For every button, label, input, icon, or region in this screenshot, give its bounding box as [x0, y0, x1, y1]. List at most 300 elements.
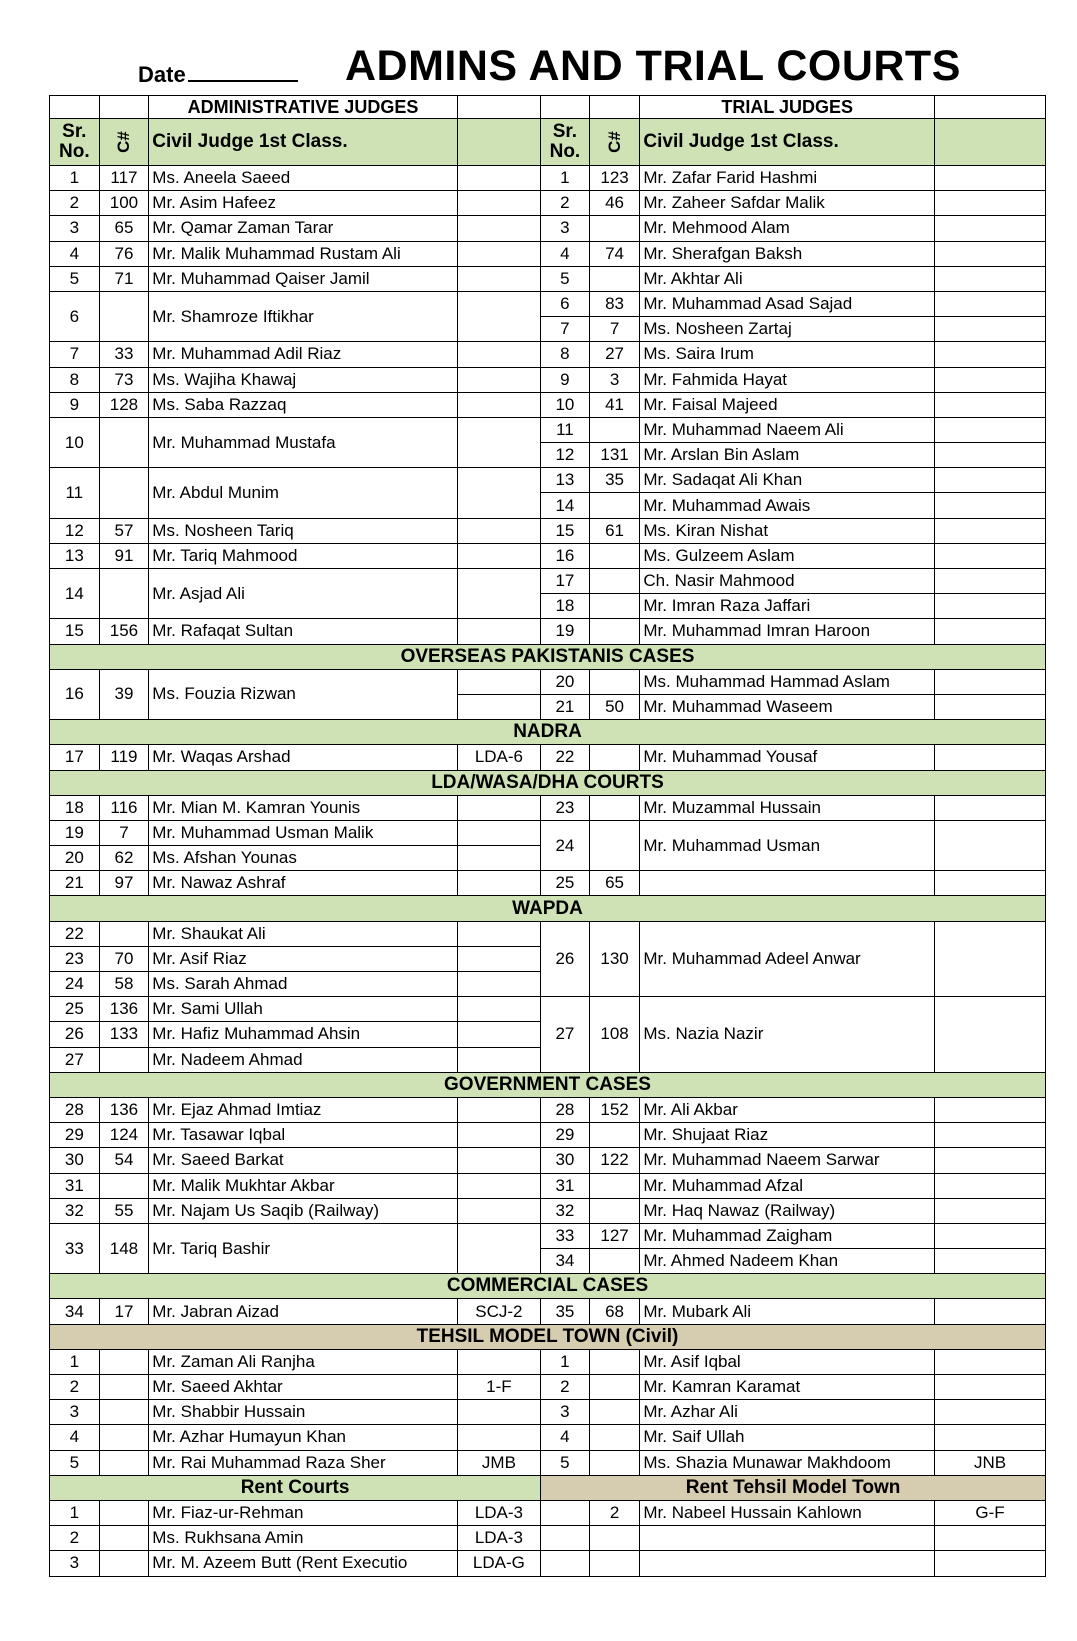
- trial-sr-cell: 26: [541, 921, 590, 997]
- trial-note-cell: [935, 266, 1046, 291]
- trial-sr-cell: 24: [541, 820, 590, 870]
- trial-note-cell: [935, 569, 1046, 594]
- trial-note-cell: [935, 241, 1046, 266]
- admin-note-cell: [457, 518, 540, 543]
- admin-judge-name: Ms. Rukhsana Amin: [149, 1526, 457, 1551]
- trial-judge-name: Mr. Nabeel Hussain Kahlown: [640, 1500, 935, 1525]
- blank-cell: [50, 96, 100, 119]
- trial-note-cell: [935, 191, 1046, 216]
- table-row: [50, 392, 1046, 417]
- trial-note-cell: [935, 1375, 1046, 1400]
- admin-note-cell: [457, 191, 540, 216]
- table-row: [50, 543, 1046, 568]
- trial-sr-cell: 13: [541, 468, 590, 493]
- trial-cf-cell: 152: [589, 1097, 640, 1122]
- admin-sr-cell: 6: [50, 291, 100, 341]
- admin-sr-cell: 20: [50, 846, 100, 871]
- trial-sr-cell: 4: [541, 241, 590, 266]
- trial-note-cell: [935, 166, 1046, 191]
- trial-note-cell: [935, 1097, 1046, 1122]
- admin-note-cell: [457, 291, 540, 341]
- admin-note-cell: [457, 1047, 540, 1072]
- trial-judge-name: Ms. Shazia Munawar Makhdoom: [640, 1450, 935, 1475]
- admin-cf-cell: 91: [99, 543, 149, 568]
- admin-sr-cell: 10: [50, 417, 100, 467]
- section-title: NADRA: [50, 720, 1046, 745]
- trial-note-cell: [935, 1425, 1046, 1450]
- admin-cf-cell: [99, 1425, 149, 1450]
- table-row: [50, 1500, 1046, 1525]
- courts-table: [49, 95, 1046, 1577]
- admin-note-cell: [457, 417, 540, 467]
- admin-sr-header: Sr. No.: [50, 119, 100, 166]
- trial-cf-cell: 2: [589, 1500, 640, 1525]
- admin-cf-header-label: C#: [113, 131, 133, 153]
- admin-judge-name: Mr. Malik Mukhtar Akbar: [149, 1173, 457, 1198]
- trial-empty-cell: [589, 1526, 640, 1551]
- trial-cf-cell: [589, 594, 640, 619]
- table-row: [50, 1551, 1046, 1576]
- trial-note-cell: [935, 543, 1046, 568]
- admin-cf-cell: [99, 1349, 149, 1374]
- admin-note-cell: [457, 1123, 540, 1148]
- admin-sr-cell: 22: [50, 921, 100, 946]
- admin-note-cell: [457, 367, 540, 392]
- trial-sr-cell: 12: [541, 443, 590, 468]
- column-header-row: [50, 119, 1046, 166]
- trial-note-cell: [935, 317, 1046, 342]
- trial-note-cell: [935, 820, 1046, 870]
- admin-sr-cell: 4: [50, 241, 100, 266]
- trial-note-cell: [935, 367, 1046, 392]
- trial-judge-name: Mr. Zafar Farid Hashmi: [640, 166, 935, 191]
- admin-cf-cell: 156: [99, 619, 149, 644]
- admin-sr-cell: 18: [50, 795, 100, 820]
- trial-sr-cell: 4: [541, 1425, 590, 1450]
- admin-note-header: [457, 119, 540, 166]
- section-title: TEHSIL MODEL TOWN (Civil): [50, 1324, 1046, 1349]
- trial-sr-cell: 35: [541, 1299, 590, 1324]
- admin-note-cell: [457, 166, 540, 191]
- courts-table-body: [50, 96, 1046, 1577]
- admin-cf-cell: [99, 1526, 149, 1551]
- trial-empty-cell: [640, 1526, 935, 1551]
- date-blank-line: [188, 62, 298, 82]
- trial-cf-cell: [589, 1400, 640, 1425]
- table-row: [50, 795, 1046, 820]
- trial-cf-cell: 61: [589, 518, 640, 543]
- table-row: [50, 191, 1046, 216]
- admin-cf-cell: 117: [99, 166, 149, 191]
- admin-note-cell: LDA-G: [457, 1551, 540, 1576]
- admin-sr-cell: 1: [50, 1500, 100, 1525]
- blank-cell: [541, 96, 590, 119]
- trial-empty-cell: [541, 1526, 590, 1551]
- admin-sr-cell: 1: [50, 1349, 100, 1374]
- admin-note-cell: [457, 1198, 540, 1223]
- trial-judge-name: [640, 871, 935, 896]
- trial-judge-name: Mr. Muhammad Yousaf: [640, 745, 935, 770]
- trial-cf-cell: 83: [589, 291, 640, 316]
- table-row: [50, 266, 1046, 291]
- section-title: WAPDA: [50, 896, 1046, 921]
- admin-sr-cell: 25: [50, 997, 100, 1022]
- table-row: [50, 1223, 1046, 1248]
- section-header-row: [50, 896, 1046, 921]
- trial-judge-name: Ms. Saira Irum: [640, 342, 935, 367]
- admin-sr-cell: 5: [50, 1450, 100, 1475]
- admin-judge-name: Mr. Najam Us Saqib (Railway): [149, 1198, 457, 1223]
- trial-judges-heading: TRIAL JUDGES: [640, 96, 935, 119]
- trial-cf-cell: [589, 216, 640, 241]
- trial-judge-name: Mr. Muhammad Waseem: [640, 694, 935, 719]
- trial-cf-cell: 65: [589, 871, 640, 896]
- trial-sr-cell: 10: [541, 392, 590, 417]
- admin-sr-cell: 8: [50, 367, 100, 392]
- trial-note-cell: [935, 1299, 1046, 1324]
- trial-note-cell: [935, 669, 1046, 694]
- admin-sr-cell: 12: [50, 518, 100, 543]
- trial-judge-name: Mr. Muhammad Zaigham: [640, 1223, 935, 1248]
- section-title: COMMERCIAL CASES: [50, 1274, 1046, 1299]
- section-title: LDA/WASA/DHA COURTS: [50, 770, 1046, 795]
- admin-judge-name: Mr. Malik Muhammad Rustam Ali: [149, 241, 457, 266]
- admin-judge-name: Mr. Tariq Mahmood: [149, 543, 457, 568]
- trial-note-cell: [935, 1198, 1046, 1223]
- trial-sr-cell: 2: [541, 1375, 590, 1400]
- admin-judge-name: Mr. Asjad Ali: [149, 569, 457, 619]
- admin-judge-name: Mr. Shabbir Hussain: [149, 1400, 457, 1425]
- trial-cf-cell: 50: [589, 694, 640, 719]
- admin-sr-cell: 2: [50, 1375, 100, 1400]
- trial-sr-cell: 3: [541, 216, 590, 241]
- trial-sr-cell: 1: [541, 166, 590, 191]
- trial-judge-name: Mr. Kamran Karamat: [640, 1375, 935, 1400]
- admin-sr-cell: 16: [50, 669, 100, 719]
- trial-sr-cell: 23: [541, 795, 590, 820]
- admin-note-cell: [457, 569, 540, 619]
- admin-sr-cell: 1: [50, 166, 100, 191]
- trial-cf-cell: 41: [589, 392, 640, 417]
- admin-cf-cell: [99, 1375, 149, 1400]
- trial-judge-name: Mr. Mehmood Alam: [640, 216, 935, 241]
- trial-cf-cell: [589, 619, 640, 644]
- trial-note-cell: [935, 594, 1046, 619]
- trial-judge-name: Mr. Muhammad Asad Sajad: [640, 291, 935, 316]
- admin-cf-cell: 76: [99, 241, 149, 266]
- trial-cf-cell: [589, 745, 640, 770]
- section-header-row: [50, 770, 1046, 795]
- trial-cf-cell: 123: [589, 166, 640, 191]
- trial-judge-name: Mr. Arslan Bin Aslam: [640, 443, 935, 468]
- trial-note-cell: [935, 1223, 1046, 1248]
- trial-judge-name: Ms. Nosheen Zartaj: [640, 317, 935, 342]
- trial-cf-cell: 130: [589, 921, 640, 997]
- table-row: [50, 569, 1046, 594]
- admin-sr-cell: 7: [50, 342, 100, 367]
- admin-cf-cell: 97: [99, 871, 149, 896]
- admin-judge-name: Ms. Nosheen Tariq: [149, 518, 457, 543]
- blank-cell: [589, 96, 640, 119]
- admin-cf-cell: 71: [99, 266, 149, 291]
- trial-cf-cell: 131: [589, 443, 640, 468]
- table-row: [50, 342, 1046, 367]
- admin-cf-cell: 73: [99, 367, 149, 392]
- trial-judge-name: Mr. Shujaat Riaz: [640, 1123, 935, 1148]
- trial-sr-cell: 21: [541, 694, 590, 719]
- admin-sr-cell: 3: [50, 1400, 100, 1425]
- admin-judge-name: Ms. Saba Razzaq: [149, 392, 457, 417]
- admin-cf-cell: [99, 417, 149, 467]
- admin-note-cell: [457, 266, 540, 291]
- table-row: [50, 997, 1046, 1022]
- admin-note-cell: [457, 946, 540, 971]
- trial-note-cell: [935, 921, 1046, 997]
- admin-cf-cell: 148: [99, 1223, 149, 1273]
- admin-note-cell: [457, 820, 540, 845]
- admin-sr-cell: 3: [50, 1551, 100, 1576]
- trial-sr-cell: 6: [541, 291, 590, 316]
- trial-sr-cell: 28: [541, 1097, 590, 1122]
- admin-note-cell: [457, 1022, 540, 1047]
- admin-cf-cell: [99, 1500, 149, 1525]
- trial-judge-name: Mr. Akhtar Ali: [640, 266, 935, 291]
- trial-sr-cell: 18: [541, 594, 590, 619]
- trial-empty-cell: [935, 1551, 1046, 1576]
- trial-judge-name: Mr. Saif Ullah: [640, 1425, 935, 1450]
- trial-note-cell: [935, 216, 1046, 241]
- admin-judge-name: Mr. Muhammad Qaiser Jamil: [149, 266, 457, 291]
- trial-sr-cell: 5: [541, 1450, 590, 1475]
- trial-empty-cell: [640, 1551, 935, 1576]
- admin-judge-name: Mr. Azhar Humayun Khan: [149, 1425, 457, 1450]
- trial-judge-name: Mr. Muhammad Naeem Sarwar: [640, 1148, 935, 1173]
- admin-cf-cell: [99, 921, 149, 946]
- admin-sr-cell: 31: [50, 1173, 100, 1198]
- admin-judge-name: Mr. Qamar Zaman Tarar: [149, 216, 457, 241]
- trial-cf-cell: 7: [589, 317, 640, 342]
- admin-cf-cell: [99, 291, 149, 341]
- trial-sr-cell: 20: [541, 669, 590, 694]
- table-row: [50, 1526, 1046, 1551]
- trial-note-cell: [935, 694, 1046, 719]
- trial-cf-cell: 122: [589, 1148, 640, 1173]
- trial-empty-cell: [541, 1551, 590, 1576]
- trial-cf-cell: 35: [589, 468, 640, 493]
- admin-sr-cell: 9: [50, 392, 100, 417]
- admin-note-cell: SCJ-2: [457, 1299, 540, 1324]
- table-row: [50, 241, 1046, 266]
- trial-cf-cell: [589, 669, 640, 694]
- admin-note-cell: [457, 694, 540, 719]
- admin-judge-name: Mr. Muhammad Adil Riaz: [149, 342, 457, 367]
- trial-judge-name: Mr. Haq Nawaz (Railway): [640, 1198, 935, 1223]
- trial-cf-cell: 127: [589, 1223, 640, 1248]
- trial-sr-cell: 14: [541, 493, 590, 518]
- admin-cf-cell: 7: [99, 820, 149, 845]
- trial-sr-cell: 7: [541, 317, 590, 342]
- section-header-row: [50, 644, 1046, 669]
- admin-cf-cell: 55: [99, 1198, 149, 1223]
- admin-cf-cell: 62: [99, 846, 149, 871]
- admin-cf-cell: 100: [99, 191, 149, 216]
- trial-judge-name: Mr. Muhammad Adeel Anwar: [640, 921, 935, 997]
- admin-note-cell: [457, 1097, 540, 1122]
- trial-cf-cell: [589, 569, 640, 594]
- section-header-row: [50, 1072, 1046, 1097]
- trial-cf-cell: 108: [589, 997, 640, 1073]
- admin-judge-name: Mr. Tasawar Iqbal: [149, 1123, 457, 1148]
- trial-judge-name: Mr. Imran Raza Jaffari: [640, 594, 935, 619]
- trial-judge-name: Ms. Muhammad Hammad Aslam: [640, 669, 935, 694]
- section-header-row: [50, 1274, 1046, 1299]
- admin-note-cell: [457, 342, 540, 367]
- admin-judge-name: Mr. Jabran Aizad: [149, 1299, 457, 1324]
- admin-judge-name: Mr. M. Azeem Butt (Rent Executio: [149, 1551, 457, 1576]
- admin-note-cell: [457, 669, 540, 694]
- trial-note-cell: [935, 997, 1046, 1073]
- trial-cf-header-label: C#: [604, 131, 624, 153]
- trial-cf-cell: [589, 493, 640, 518]
- admin-note-cell: [457, 997, 540, 1022]
- admin-cf-cell: [99, 569, 149, 619]
- admin-note-cell: [457, 1223, 540, 1273]
- table-row: [50, 216, 1046, 241]
- trial-sr-cell: 17: [541, 569, 590, 594]
- table-row: [50, 518, 1046, 543]
- trial-sr-cell: [541, 1500, 590, 1525]
- admin-cf-cell: [99, 468, 149, 518]
- admin-sr-cell: 2: [50, 191, 100, 216]
- admin-judge-name: Mr. Asif Riaz: [149, 946, 457, 971]
- table-row: [50, 669, 1046, 694]
- admin-note-cell: LDA-3: [457, 1526, 540, 1551]
- admin-cf-cell: 70: [99, 946, 149, 971]
- admin-sr-cell: 28: [50, 1097, 100, 1122]
- page-header: [0, 0, 1077, 96]
- admin-note-cell: [457, 392, 540, 417]
- admin-cf-cell: 133: [99, 1022, 149, 1047]
- trial-judge-name: Mr. Zaheer Safdar Malik: [640, 191, 935, 216]
- trial-note-cell: [935, 619, 1046, 644]
- admin-judge-name: Mr. Abdul Munim: [149, 468, 457, 518]
- trial-class-header: Civil Judge 1st Class.: [640, 119, 935, 166]
- trial-note-cell: G-F: [935, 1500, 1046, 1525]
- admin-sr-cell: 14: [50, 569, 100, 619]
- trial-note-cell: [935, 417, 1046, 442]
- trial-judge-name: Mr. Muhammad Imran Haroon: [640, 619, 935, 644]
- admin-note-cell: LDA-3: [457, 1500, 540, 1525]
- admin-cf-cell: [99, 1400, 149, 1425]
- table-row: [50, 1450, 1046, 1475]
- admin-note-cell: [457, 846, 540, 871]
- trial-cf-cell: 46: [589, 191, 640, 216]
- trial-judge-name: Mr. Muhammad Awais: [640, 493, 935, 518]
- admin-cf-cell: 136: [99, 1097, 149, 1122]
- trial-sr-cell: 16: [541, 543, 590, 568]
- trial-note-cell: [935, 1400, 1046, 1425]
- admin-cf-cell: 65: [99, 216, 149, 241]
- admin-judge-name: Mr. Ejaz Ahmad Imtiaz: [149, 1097, 457, 1122]
- group-header-row: [50, 96, 1046, 119]
- admin-note-cell: JMB: [457, 1450, 540, 1475]
- admin-note-cell: [457, 468, 540, 518]
- admin-judge-name: Mr. Zaman Ali Ranjha: [149, 1349, 457, 1374]
- rent-tehsil-title: Rent Tehsil Model Town: [541, 1475, 1046, 1500]
- admin-judge-name: Ms. Sarah Ahmad: [149, 972, 457, 997]
- trial-judge-name: Mr. Muhammad Afzal: [640, 1173, 935, 1198]
- table-row: [50, 921, 1046, 946]
- trial-sr-cell: 31: [541, 1173, 590, 1198]
- page-title: ADMINS AND TRIAL COURTS: [345, 42, 961, 90]
- admin-cf-cell: [99, 1551, 149, 1576]
- admin-cf-cell: 17: [99, 1299, 149, 1324]
- admin-note-cell: [457, 972, 540, 997]
- admin-judge-name: Mr. Hafiz Muhammad Ahsin: [149, 1022, 457, 1047]
- table-row: [50, 1375, 1046, 1400]
- trial-sr-cell: 2: [541, 191, 590, 216]
- admin-judge-name: Ms. Afshan Younas: [149, 846, 457, 871]
- admin-note-cell: LDA-6: [457, 745, 540, 770]
- admin-judge-name: Mr. Muhammad Usman Malik: [149, 820, 457, 845]
- admin-sr-cell: 34: [50, 1299, 100, 1324]
- admin-note-cell: [457, 1148, 540, 1173]
- admin-judge-name: Mr. Nadeem Ahmad: [149, 1047, 457, 1072]
- trial-judge-name: Mr. Sadaqat Ali Khan: [640, 468, 935, 493]
- trial-judge-name: Ms. Kiran Nishat: [640, 518, 935, 543]
- date-label: Date: [138, 62, 186, 87]
- admin-cf-cell: 33: [99, 342, 149, 367]
- admin-judge-name: Mr. Muhammad Mustafa: [149, 417, 457, 467]
- trial-judge-name: Mr. Azhar Ali: [640, 1400, 935, 1425]
- trial-sr-cell: 34: [541, 1249, 590, 1274]
- trial-empty-cell: [589, 1551, 640, 1576]
- table-row: [50, 166, 1046, 191]
- section-header-row: [50, 1324, 1046, 1349]
- admin-note-cell: [457, 795, 540, 820]
- admin-judge-name: Mr. Saeed Akhtar: [149, 1375, 457, 1400]
- admin-sr-cell: 4: [50, 1425, 100, 1450]
- trial-empty-cell: [935, 1526, 1046, 1551]
- trial-judge-name: Mr. Mubark Ali: [640, 1299, 935, 1324]
- admin-judge-name: Mr. Fiaz-ur-Rehman: [149, 1500, 457, 1525]
- admin-judge-name: Mr. Saeed Barkat: [149, 1148, 457, 1173]
- admin-sr-cell: 13: [50, 543, 100, 568]
- trial-cf-cell: [589, 417, 640, 442]
- admin-judge-name: Mr. Shamroze Iftikhar: [149, 291, 457, 341]
- table-row: [50, 468, 1046, 493]
- admin-note-cell: [457, 871, 540, 896]
- trial-sr-cell: 1: [541, 1349, 590, 1374]
- trial-judge-name: Mr. Ahmed Nadeem Khan: [640, 1249, 935, 1274]
- admin-note-cell: [457, 921, 540, 946]
- section-title: GOVERNMENT CASES: [50, 1072, 1046, 1097]
- admin-judge-name: Mr. Asim Hafeez: [149, 191, 457, 216]
- trial-sr-cell: 19: [541, 619, 590, 644]
- trial-cf-cell: 74: [589, 241, 640, 266]
- admin-sr-cell: 3: [50, 216, 100, 241]
- admin-sr-cell: 29: [50, 1123, 100, 1148]
- trial-note-cell: [935, 342, 1046, 367]
- trial-sr-cell: 3: [541, 1400, 590, 1425]
- trial-sr-header: Sr. No.: [541, 119, 590, 166]
- admin-cf-cell: [99, 1047, 149, 1072]
- table-row: [50, 367, 1046, 392]
- section-header-row: [50, 1475, 1046, 1500]
- admin-cf-cell: 136: [99, 997, 149, 1022]
- trial-judge-name: Mr. Sherafgan Baksh: [640, 241, 935, 266]
- trial-judge-name: Ch. Nasir Mahmood: [640, 569, 935, 594]
